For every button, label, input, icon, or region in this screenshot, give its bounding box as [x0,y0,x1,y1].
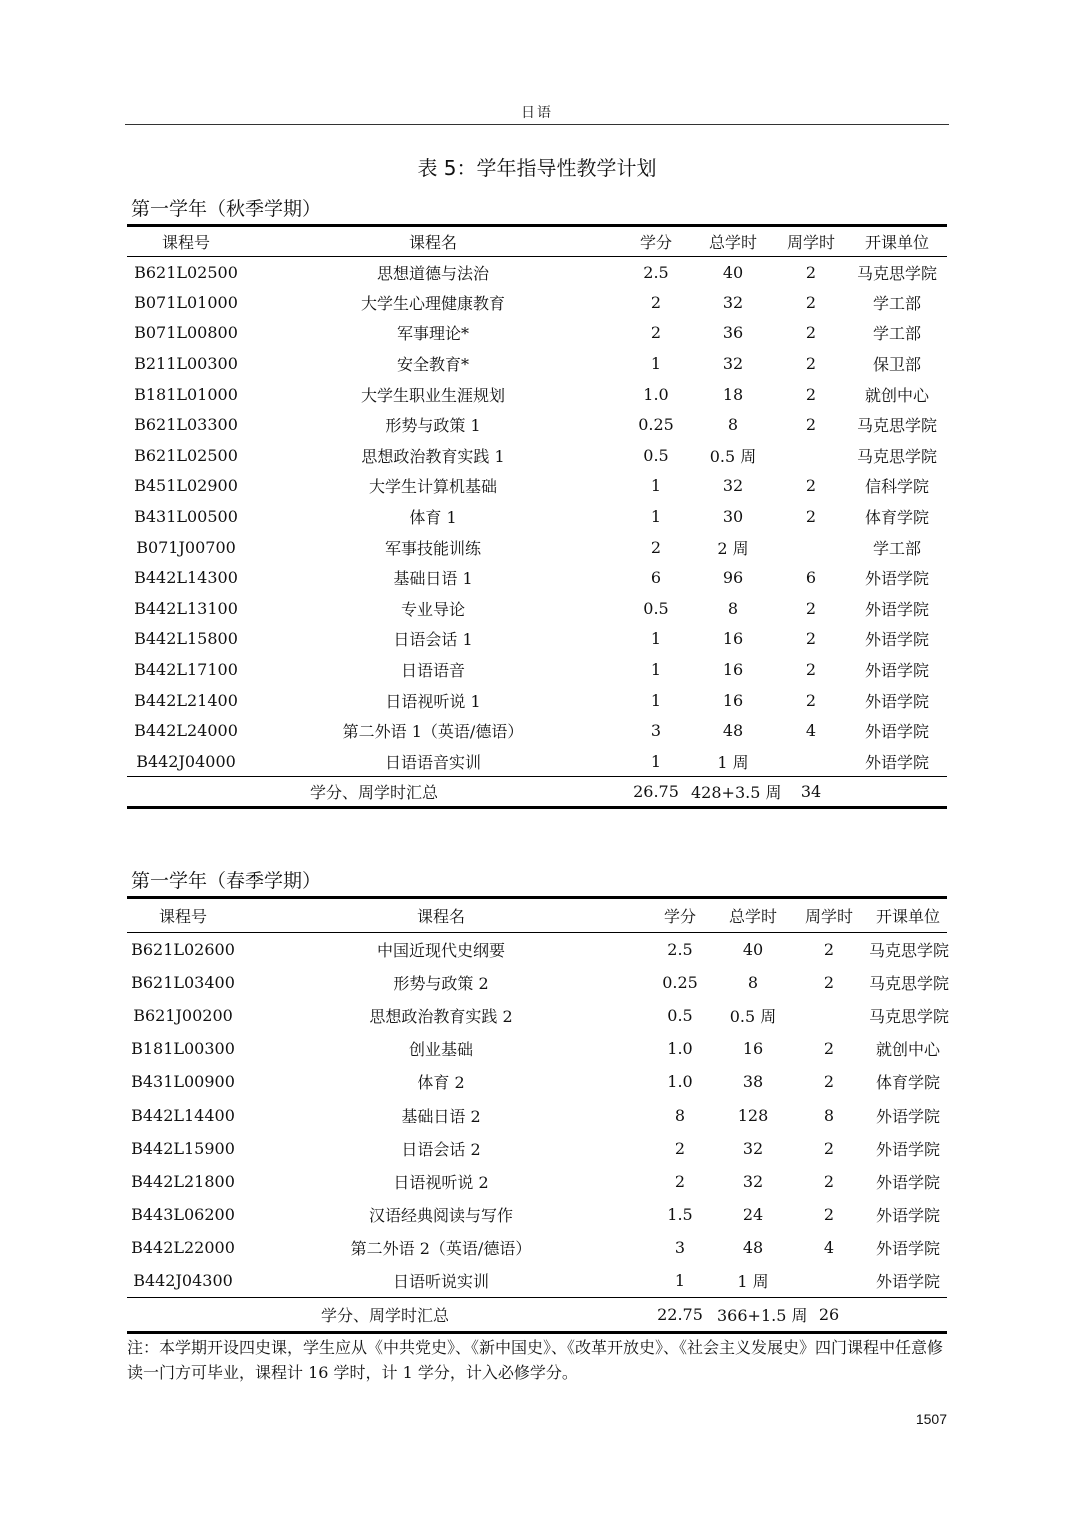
cell-weekly-hours: 4 [823,1238,835,1258]
table-row [127,532,947,563]
table-row [127,471,947,502]
cell-course-name: 大学生心理健康教育 [360,293,505,313]
cell-department: 外语学院 [864,599,929,619]
cell-credits: 3 [674,1238,686,1258]
summary-credits: 26.75 [633,782,679,802]
cell-course-code: B071J00700 [136,537,236,557]
cell-course-name: 日语会话 1 [393,630,473,650]
cell-course-code: B181L00300 [131,1039,235,1059]
cell-course-name: 创业基础 [408,1040,473,1060]
col-header-course-name: 课程名 [408,233,457,252]
cell-department: 马克思学院 [856,416,937,436]
cell-total-hours: 16 [742,1039,764,1059]
table-row [127,593,947,624]
summary-credits: 22.75 [657,1305,703,1325]
spring-semester-title: 第一学年（春季学期） [131,870,322,892]
header-divider [125,124,949,125]
cell-course-name: 日语语音 [400,661,465,681]
summary-weekly-hours: 34 [800,782,822,802]
cell-course-code: B442L21400 [134,690,238,710]
cell-department: 就创中心 [864,385,929,405]
cell-weekly-hours: 2 [823,1072,835,1092]
cell-course-code: B431L00900 [131,1072,235,1092]
summary-total-hours: 366+1.5 周 [717,1306,808,1326]
cell-weekly-hours: 8 [823,1105,835,1125]
cell-weekly-hours: 2 [805,476,817,496]
cell-course-name: 体育 1 [409,508,457,528]
cell-credits: 2 [650,292,662,312]
cell-weekly-hours: 2 [823,1171,835,1191]
cell-department: 外语学院 [864,722,929,742]
cell-course-name: 思想政治教育实践 2 [369,1006,513,1026]
table-row [127,933,947,966]
cell-total-hours: 16 [722,660,744,680]
cell-credits: 1.0 [643,384,669,404]
cell-total-hours: 40 [722,262,744,282]
table-row [127,440,947,471]
cell-total-hours: 32 [722,292,744,312]
cell-course-code: B442L14400 [131,1105,235,1125]
cell-total-hours: 2 周 [717,538,749,558]
cell-total-hours: 16 [722,629,744,649]
running-header: 日语 [521,105,553,121]
cell-course-name: 基础日语 2 [401,1106,481,1126]
cell-credits: 2 [650,323,662,343]
cell-total-hours: 0.5 周 [709,446,757,466]
summary-weekly-hours: 26 [818,1305,840,1325]
cell-credits: 2 [650,537,662,557]
table-row [127,715,947,746]
cell-credits: 1.0 [667,1039,693,1059]
col-header-total-hours: 总学时 [708,233,757,252]
cell-total-hours: 18 [722,384,744,404]
cell-weekly-hours [789,999,869,1032]
cell-weekly-hours: 2 [805,629,817,649]
cell-weekly-hours: 2 [805,354,817,374]
cell-total-hours: 8 [727,598,739,618]
cell-course-code: B442J04000 [136,751,236,771]
col-header-weekly-hours: 周学时 [786,233,835,252]
cell-department: 外语学院 [875,1239,940,1259]
table-row [127,1264,947,1297]
cell-course-name: 第二外语 2（英语/德语） [350,1239,532,1259]
cell-credits: 1 [650,690,662,710]
cell-weekly-hours: 2 [823,939,835,959]
cell-total-hours: 24 [742,1205,764,1225]
table-row [127,379,947,410]
table-row [127,1132,947,1165]
col-header-total-hours: 总学时 [728,907,777,926]
cell-weekly-hours: 2 [805,690,817,710]
table-row [127,318,947,349]
cell-course-code: B431L00500 [134,507,238,527]
cell-total-hours: 8 [727,415,739,435]
cell-credits: 6 [650,568,662,588]
cell-weekly-hours: 4 [805,721,817,741]
cell-credits: 1 [650,751,662,771]
cell-department: 保卫部 [872,355,921,375]
table-row [127,1032,947,1065]
cell-course-code: B071L00800 [134,323,238,343]
cell-weekly-hours: 2 [805,415,817,435]
cell-total-hours: 36 [722,323,744,343]
table-row [127,501,947,532]
cell-course-name: 军事理论* [396,324,469,344]
summary-label: 学分、周学时汇总 [309,783,438,803]
cell-total-hours: 48 [742,1238,764,1258]
col-header-department: 开课单位 [864,233,929,252]
col-header-course-code: 课程号 [158,907,207,926]
cell-course-code: B621L03300 [134,415,238,435]
cell-total-hours: 96 [722,568,744,588]
cell-total-hours: 40 [742,939,764,959]
cell-total-hours: 30 [722,507,744,527]
cell-course-name: 日语视听说 1 [385,691,481,711]
cell-course-name: 日语会话 2 [401,1139,481,1159]
cell-department: 外语学院 [875,1106,940,1126]
cell-department: 马克思学院 [869,940,950,960]
cell-credits: 2.5 [643,262,669,282]
cell-credits: 1 [650,507,662,527]
cell-department: 外语学院 [875,1172,940,1192]
summary-empty [869,1298,947,1333]
cell-course-name: 思想政治教育实践 1 [361,446,505,466]
cell-credits: 1.5 [667,1205,693,1225]
table-row [127,257,947,288]
cell-course-name: 形势与政策 2 [393,973,489,993]
cell-department: 体育学院 [864,508,929,528]
cell-total-hours: 8 [747,972,759,992]
cell-course-code: B442L24000 [134,721,238,741]
cell-credits: 0.5 [667,1005,693,1025]
autumn-semester-title: 第一学年（秋季学期） [131,198,322,220]
cell-course-code: B211L00300 [134,354,238,374]
cell-total-hours: 1 周 [737,1272,769,1292]
table-row [127,562,947,593]
cell-total-hours: 16 [722,690,744,710]
cell-course-code: B071L01000 [134,292,238,312]
cell-credits: 0.5 [643,598,669,618]
cell-department: 马克思学院 [869,973,950,993]
cell-department: 学工部 [872,293,921,313]
cell-credits: 1.0 [667,1072,693,1092]
cell-credits: 0.25 [638,415,674,435]
table-row [127,685,947,716]
cell-weekly-hours: 2 [823,972,835,992]
table-row [127,746,947,777]
cell-weekly-hours: 2 [823,1205,835,1225]
cell-course-name: 专业导论 [400,599,465,619]
cell-department: 信科学院 [864,477,929,497]
table-title: 表 5：学年指导性教学计划 [417,156,657,180]
cell-department: 外语学院 [864,630,929,650]
cell-credits: 1 [650,476,662,496]
cell-department: 学工部 [872,324,921,344]
cell-department: 外语学院 [864,569,929,589]
table-row [127,966,947,999]
cell-course-name: 汉语经典阅读与写作 [368,1206,513,1226]
cell-total-hours: 32 [742,1138,764,1158]
table-row [127,1065,947,1098]
cell-department: 外语学院 [864,752,929,772]
cell-credits: 1 [674,1271,686,1291]
cell-total-hours: 1 周 [717,752,749,772]
cell-course-code: B442J04300 [133,1271,233,1291]
cell-course-code: B442L22000 [131,1238,235,1258]
summary-empty [847,777,947,808]
cell-course-code: B621J00200 [133,1005,233,1025]
cell-total-hours: 0.5 周 [729,1006,777,1026]
cell-total-hours: 32 [722,354,744,374]
cell-course-code: B442L21800 [131,1171,235,1191]
cell-course-name: 日语语音实训 [384,752,481,772]
cell-credits: 2 [674,1171,686,1191]
cell-credits: 0.5 [643,445,669,465]
cell-weekly-hours: 2 [823,1039,835,1059]
cell-course-name: 基础日语 1 [393,569,473,589]
cell-weekly-hours: 2 [805,262,817,282]
table-row [127,409,947,440]
cell-credits: 2.5 [667,939,693,959]
cell-weekly-hours [775,746,847,777]
cell-weekly-hours: 2 [805,507,817,527]
cell-course-name: 安全教育* [396,355,469,375]
cell-course-code: B621L02500 [134,445,238,465]
table-row [127,624,947,655]
cell-course-name: 体育 2 [417,1073,465,1093]
cell-course-code: B442L13100 [134,598,238,618]
col-header-credits: 学分 [663,907,696,926]
cell-course-code: B181L01000 [134,384,238,404]
cell-course-code: B621L02600 [131,939,235,959]
cell-weekly-hours: 2 [805,292,817,312]
col-header-department: 开课单位 [875,907,940,926]
cell-weekly-hours [775,440,847,471]
cell-total-hours: 32 [722,476,744,496]
cell-course-code: B442L15900 [131,1138,235,1158]
cell-credits: 2 [674,1138,686,1158]
col-header-weekly-hours: 周学时 [804,907,853,926]
cell-credits: 0.25 [662,972,698,992]
cell-weekly-hours: 2 [805,384,817,404]
table-row [127,654,947,685]
cell-credits: 1 [650,354,662,374]
cell-total-hours: 32 [742,1171,764,1191]
cell-weekly-hours: 2 [823,1138,835,1158]
cell-department: 外语学院 [864,691,929,711]
cell-total-hours: 128 [737,1105,769,1125]
table-row [127,1198,947,1231]
cell-department: 马克思学院 [869,1006,950,1026]
cell-course-name: 大学生职业生涯规划 [360,385,505,405]
cell-department: 外语学院 [864,661,929,681]
cell-credits: 3 [650,721,662,741]
table-row [127,999,947,1032]
summary-label: 学分、周学时汇总 [320,1306,449,1326]
cell-credits: 8 [674,1105,686,1125]
table-header-row [127,226,947,257]
cell-department: 外语学院 [875,1139,940,1159]
table-header-row [127,898,947,933]
cell-course-code: B443L06200 [131,1205,235,1225]
cell-course-name: 形势与政策 1 [385,416,481,436]
cell-course-code: B442L17100 [134,660,238,680]
cell-department: 外语学院 [875,1272,940,1292]
footnote: 注：本学期开设四史课，学生应从《中共党史》、《新中国史》、《改革开放史》、《社会主义发展史》四门课程中任意修读一门方可毕业，课程计 16 学时，计 1 学分，计入必修学分。 [127,1338,944,1382]
col-header-course-name: 课程名 [416,907,465,926]
page-number: 1507 [915,1411,947,1427]
cell-course-name: 日语听说实训 [392,1272,489,1292]
spring-course-table [127,896,950,1334]
cell-course-name: 中国近现代史纲要 [376,940,505,960]
cell-department: 学工部 [872,538,921,558]
cell-department: 马克思学院 [856,263,937,283]
table-row [127,287,947,318]
cell-total-hours: 48 [722,721,744,741]
cell-weekly-hours: 2 [805,323,817,343]
cell-course-code: B621L02500 [134,262,238,282]
cell-weekly-hours: 2 [805,660,817,680]
cell-course-code: B451L02900 [134,476,238,496]
cell-weekly-hours: 2 [805,598,817,618]
cell-weekly-hours: 6 [805,568,817,588]
cell-weekly-hours [775,532,847,563]
cell-course-name: 日语视听说 2 [393,1172,489,1192]
cell-weekly-hours [789,1264,869,1297]
cell-course-name: 大学生计算机基础 [368,477,497,497]
summary-row [127,777,947,808]
table-row [127,1165,947,1198]
cell-credits: 1 [650,660,662,680]
col-header-course-code: 课程号 [161,233,210,252]
cell-course-name: 第二外语 1（英语/德语） [342,722,524,742]
cell-credits: 1 [650,629,662,649]
summary-row [127,1298,947,1333]
cell-course-name: 军事技能训练 [384,538,481,558]
table-row [127,1098,947,1131]
table-row [127,1231,947,1264]
col-header-credits: 学分 [639,233,672,252]
summary-total-hours: 428+3.5 周 [691,783,782,803]
cell-department: 体育学院 [875,1073,940,1093]
table-row [127,348,947,379]
cell-department: 就创中心 [875,1040,940,1060]
cell-department: 外语学院 [875,1206,940,1226]
autumn-course-table [127,224,947,809]
cell-course-code: B442L15800 [134,629,238,649]
cell-course-code: B442L14300 [134,568,238,588]
cell-course-name: 思想道德与法治 [376,263,489,283]
cell-course-code: B621L03400 [131,972,235,992]
cell-total-hours: 38 [742,1072,764,1092]
cell-department: 马克思学院 [856,446,937,466]
